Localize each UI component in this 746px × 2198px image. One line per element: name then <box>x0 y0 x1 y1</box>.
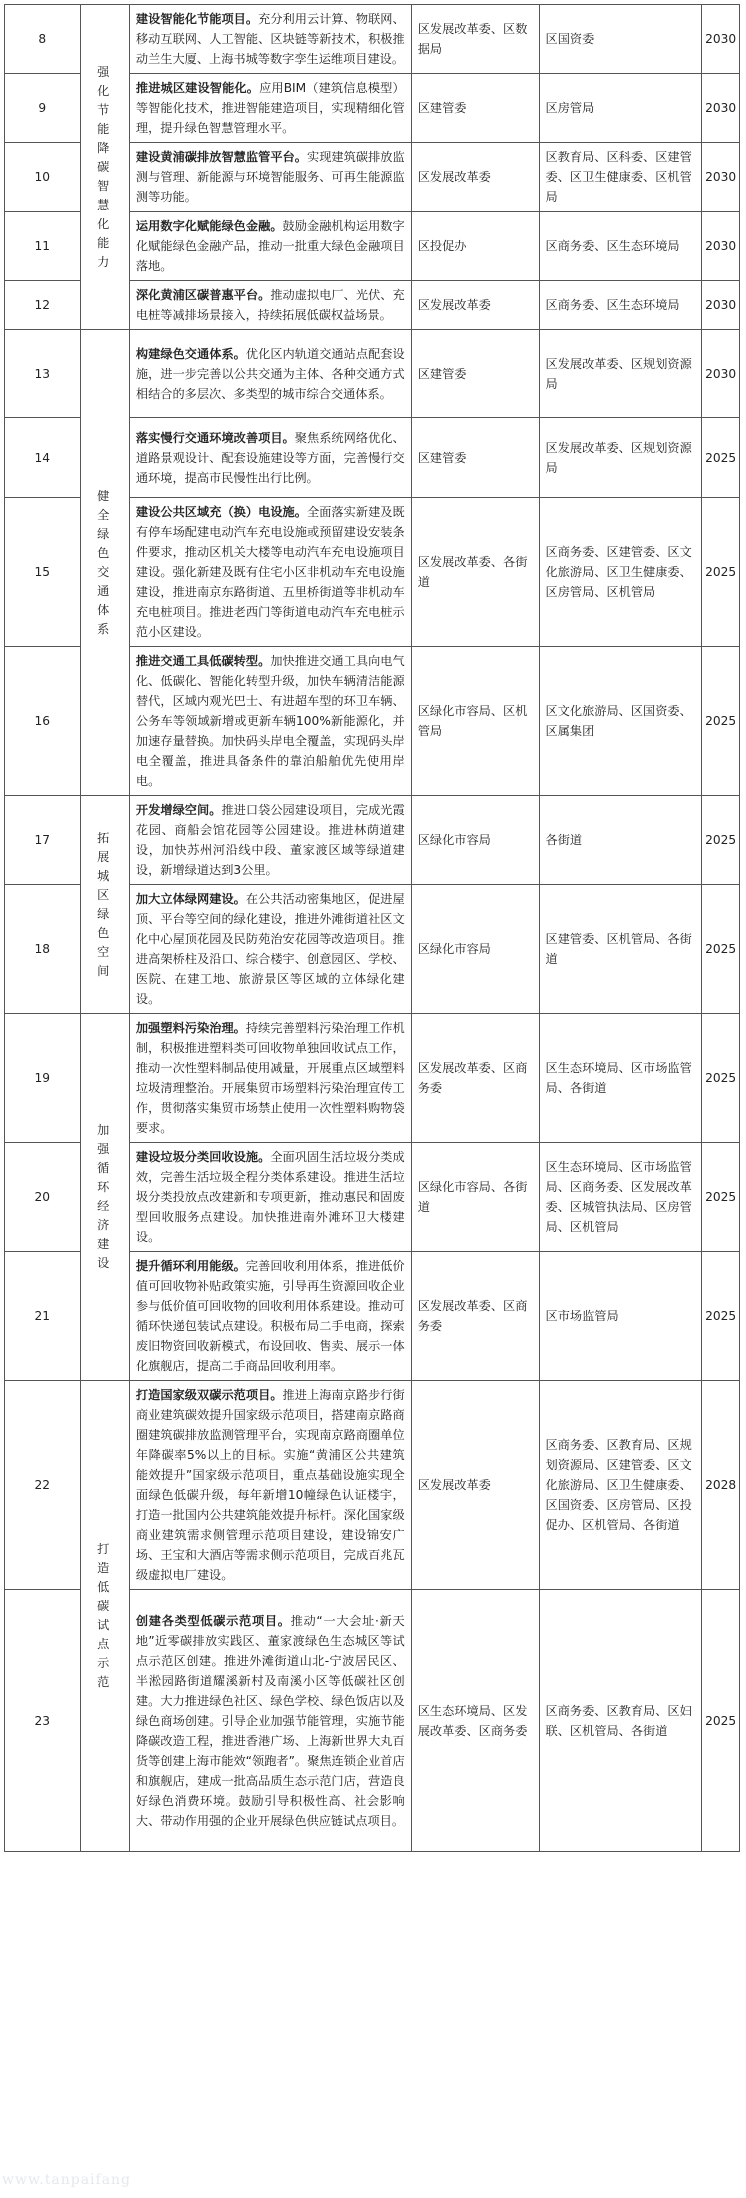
lead-dept: 区发展改革委、各街道 <box>411 498 539 647</box>
lead-dept: 区建管委 <box>411 418 539 498</box>
row-number: 21 <box>5 1252 81 1381</box>
task-body: 鼓励金融机构运用数字化赋能绿色金融产品，推动一批重大绿色金融项目落地。 <box>135 219 405 273</box>
lead-dept: 区生态环境局、区发展改革委、区商务委 <box>411 1590 539 1852</box>
lead-dept: 区投促办 <box>411 212 539 281</box>
task-body: 优化区内轨道交通站点配套设施，进一步完善以公共交通为主体、各种交通方式相结合的多层次、多类型的城市综合交通体系。 <box>135 346 405 401</box>
task-title: 加大立体绿网建设。 <box>135 892 246 906</box>
lead-dept: 区发展改革委 <box>411 281 539 330</box>
task-cell <box>129 1252 411 1381</box>
task-title: 提升循环利用能级。 <box>135 1259 246 1273</box>
task-cell <box>129 330 411 418</box>
row-number: 11 <box>5 212 81 281</box>
coop-dept: 区商务委、区教育局、区妇联、区机管局、各街道 <box>539 1590 702 1852</box>
task-body: 应用BIM（建筑信息模型）等智能化技术，推进智能建造项目，实现精细化管理，提升绿色智慧管理水平。 <box>135 81 405 135</box>
task-title: 建设智能化节能项目。 <box>135 12 259 26</box>
lead-dept: 区建管委 <box>411 330 539 418</box>
task-cell <box>129 1014 411 1143</box>
task-title: 打造国家级双碳示范项目。 <box>135 1388 283 1402</box>
deadline-year: 2030 <box>702 143 740 212</box>
row-number: 15 <box>5 498 81 647</box>
task-title: 建设公共区域充（换）电设施。 <box>135 505 307 519</box>
row-number: 16 <box>5 647 81 796</box>
row-number: 10 <box>5 143 81 212</box>
deadline-year: 2030 <box>702 74 740 143</box>
task-title: 运用数字化赋能绿色金融。 <box>135 219 283 233</box>
coop-dept: 各街道 <box>539 796 702 885</box>
coop-dept: 区教育局、区科委、区建管委、区卫生健康委、区机管局 <box>539 143 702 212</box>
category-cell: 健全绿色交通体系 <box>80 330 129 796</box>
deadline-year: 2030 <box>702 212 740 281</box>
task-body: 推进口袋公园建设项目，完成光霞花园、商船会馆花园等公园建设。推进林荫道建设，加快苏州河沿线中段、董家渡区域等绿道建设，新增绿道达到3公里。 <box>135 803 405 877</box>
task-body: 推动“一大会址·新天地”近零碳排放实践区、董家渡绿色生态城区等试点示范区创建。推进外滩街道山北-宁波居民区、半淞园路街道耀溪新村及南溪小区等低碳社区创建。大力推进绿色社区、绿色学校、绿色饭店以及绿色商场创建。引导企业加强节能管理，实施节能降碳改造工程，推进香港广场、上海新世界大丸百货等创建上海市能效“领跑者”。聚焦连锁企业首店和旗舰店，建成一批高品质生态示范门店，营造良好绿色消费环境。鼓励引导积极性高、社会影响大、带动作用强的企业开展绿色供应链试点项目。 <box>135 1613 405 1828</box>
lead-dept: 区发展改革委 <box>411 1381 539 1590</box>
task-body: 全面巩固生活垃圾分类成效，完善生活垃圾全程分类体系建设。推进生活垃圾分类投放点改建新和专项更新，推动惠民和固废型回收服务点建设。加快推进南外滩环卫大楼建设。 <box>135 1150 405 1244</box>
task-title: 加强塑料污染治理。 <box>135 1021 246 1035</box>
row-number: 8 <box>5 5 81 74</box>
coop-dept: 区生态环境局、区市场监管局、区商务委、区发展改革委、区城管执法局、区房管局、区机管局 <box>539 1143 702 1252</box>
coop-dept: 区发展改革委、区规划资源局 <box>539 330 702 418</box>
task-title: 创建各类型低碳示范项目。 <box>135 1613 291 1628</box>
lead-dept: 区绿化市容局 <box>411 885 539 1014</box>
task-body: 推动虚拟电厂、光伏、充电桩等减排场景接入，持续拓展低碳权益场景。 <box>135 288 405 322</box>
task-body: 在公共活动密集地区，促进屋顶、平台等空间的绿化建设，推进外滩街道社区文化中心屋顶花园及民防苑治安花园等改造项目。推进高架桥柱及沿口、综合楼宇、创意园区、学校、医院、在建工地、旅游景区等区域的立体绿化建设。 <box>135 892 405 1006</box>
task-cell <box>129 143 411 212</box>
deadline-year: 2025 <box>702 1590 740 1852</box>
task-title: 推进交通工具低碳转型。 <box>135 654 271 668</box>
coop-dept: 区商务委、区教育局、区规划资源局、区建管委、区文化旅游局、区卫生健康委、区国资委、区房管局、区投促办、区机管局、各街道 <box>539 1381 702 1590</box>
coop-dept: 区房管局 <box>539 74 702 143</box>
lead-dept: 区发展改革委、区数据局 <box>411 5 539 74</box>
task-title: 开发增绿空间。 <box>135 803 222 817</box>
task-title: 深化黄浦区碳普惠平台。 <box>135 288 271 302</box>
deadline-year: 2025 <box>702 885 740 1014</box>
deadline-year: 2025 <box>702 647 740 796</box>
row-number: 13 <box>5 330 81 418</box>
coop-dept: 区国资委 <box>539 5 702 74</box>
coop-dept: 区生态环境局、区市场监管局、各街道 <box>539 1014 702 1143</box>
task-body: 推进上海南京路步行街商业建筑碳效提升国家级示范项目，搭建南京路商圈建筑碳排放监测管理平台，实现南京路商圈单位年降碳率5%以上的目标。实施“黄浦区公共建筑能效提升”国家级示范项目，重点基础设施实现全面绿色低碳升级，每年新增10幢绿色认证楼宇，打造一批国内公共建筑能效提升标杆。深化国家级商业建筑需求侧管理示范项目建设，建设锦安广场、王宝和大酒店等需求侧示范项目，完成百兆瓦级虚拟电厂建设。 <box>135 1388 405 1582</box>
lead-dept: 区绿化市容局、区机管局 <box>411 647 539 796</box>
lead-dept: 区发展改革委 <box>411 143 539 212</box>
task-body: 聚焦系统网络优化、道路景观设计、配套设施建设等方面，完善慢行交通环境，提高市民慢性出行比例。 <box>135 430 405 485</box>
lead-dept: 区建管委 <box>411 74 539 143</box>
row-number: 17 <box>5 796 81 885</box>
coop-dept: 区商务委、区生态环境局 <box>539 281 702 330</box>
coop-dept: 区建管委、区机管局、各街道 <box>539 885 702 1014</box>
deadline-year: 2030 <box>702 5 740 74</box>
coop-dept: 区发展改革委、区规划资源局 <box>539 418 702 498</box>
row-number: 22 <box>5 1381 81 1590</box>
deadline-year: 2025 <box>702 1014 740 1143</box>
row-number: 23 <box>5 1590 81 1852</box>
category-cell: 强化节能降碳智慧化能力 <box>80 5 129 330</box>
task-cell <box>129 1381 411 1590</box>
task-title: 建设黄浦碳排放智慧监管平台。 <box>135 150 307 164</box>
table-row <box>5 796 740 885</box>
task-cell <box>129 647 411 796</box>
table-row <box>5 5 740 74</box>
task-cell <box>129 1143 411 1252</box>
deadline-year: 2025 <box>702 418 740 498</box>
lead-dept: 区发展改革委、区商务委 <box>411 1252 539 1381</box>
table-row <box>5 1381 740 1590</box>
category-cell: 打造低碳试点示范 <box>80 1381 129 1852</box>
task-cell <box>129 1590 411 1852</box>
category-cell: 加强循环经济建设 <box>80 1014 129 1381</box>
deadline-year: 2025 <box>702 796 740 885</box>
row-number: 18 <box>5 885 81 1014</box>
task-body: 充分利用云计算、物联网、移动互联网、人工智能、区块链等新技术，积极推动兰生大厦、上海书城等数字孪生运维项目建设。 <box>135 12 405 66</box>
row-number: 9 <box>5 74 81 143</box>
task-cell <box>129 796 411 885</box>
lead-dept: 区绿化市容局、各街道 <box>411 1143 539 1252</box>
deadline-year: 2025 <box>702 498 740 647</box>
deadline-year: 2025 <box>702 1143 740 1252</box>
table-row <box>5 330 740 418</box>
task-cell <box>129 885 411 1014</box>
lead-dept: 区发展改革委、区商务委 <box>411 1014 539 1143</box>
task-cell <box>129 281 411 330</box>
task-body: 加快推进交通工具向电气化、低碳化、智能化转型升级，加快车辆清洁能源替代，区域内观光巴士、有进超车型的环卫车辆、公务车等领域新增或更新车辆100%新能源化，并加速存量替换。加快码头岸电全覆盖，实现码头岸电全覆盖，推进具备条件的靠泊船舶优先使用岸电。 <box>135 654 405 788</box>
task-body: 实现建筑碳排放监测与管理、新能源与环境智能服务、可再生能源监测等功能。 <box>135 150 405 204</box>
task-title: 构建绿色交通体系。 <box>135 346 246 361</box>
task-table <box>4 4 740 1852</box>
coop-dept: 区商务委、区生态环境局 <box>539 212 702 281</box>
deadline-year: 2025 <box>702 1252 740 1381</box>
deadline-year: 2030 <box>702 281 740 330</box>
deadline-year: 2028 <box>702 1381 740 1590</box>
task-body: 全面落实新建及既有停车场配建电动汽车充电设施或预留建设安装条件要求，推动区机关大楼等电动汽车充电设施项目建设。强化新建及既有住宅小区非机动车充电设施建设，推进南京东路街道、五里桥街道等非机动车充电桩项目。推进老西门等街道电动汽车充电桩示范小区建设。 <box>135 505 405 639</box>
coop-dept: 区商务委、区建管委、区文化旅游局、区卫生健康委、区房管局、区机管局 <box>539 498 702 647</box>
coop-dept: 区文化旅游局、区国资委、区属集团 <box>539 647 702 796</box>
task-title: 落实慢行交通环境改善项目。 <box>135 430 295 445</box>
task-cell <box>129 418 411 498</box>
category-cell: 拓展城区绿色空间 <box>80 796 129 1014</box>
watermark: www.tanpaifang <box>2 2172 132 2188</box>
lead-dept: 区绿化市容局 <box>411 796 539 885</box>
row-number: 19 <box>5 1014 81 1143</box>
task-title: 推进城区建设智能化。 <box>135 81 260 95</box>
row-number: 14 <box>5 418 81 498</box>
coop-dept: 区市场监管局 <box>539 1252 702 1381</box>
row-number: 12 <box>5 281 81 330</box>
task-title: 建设垃圾分类回收设施。 <box>135 1150 271 1164</box>
task-body: 完善回收利用体系，推进低价值可回收物补贴政策实施，引导再生资源回收企业参与低价值可回收物的回收利用体系建设。推动可循环快递包装试点建设。积极布局二手电商，探索废旧物资回收新模式，布设回收、售卖、展示一体化旗舰店，提高二手商品回收利用率。 <box>135 1259 405 1373</box>
task-body: 持续完善塑料污染治理工作机制，积极推进塑料类可回收物单独回收试点工作，推动一次性塑料制品使用减量，开展重点区域塑料垃圾清理整治。开展集贸市场塑料污染治理宣传工作，贯彻落实集贸市场禁止使用一次性塑料购物袋要求。 <box>135 1021 405 1135</box>
deadline-year: 2030 <box>702 330 740 418</box>
row-number: 20 <box>5 1143 81 1252</box>
task-cell <box>129 5 411 74</box>
task-cell <box>129 498 411 647</box>
task-cell <box>129 74 411 143</box>
task-cell <box>129 212 411 281</box>
table-row <box>5 1014 740 1143</box>
